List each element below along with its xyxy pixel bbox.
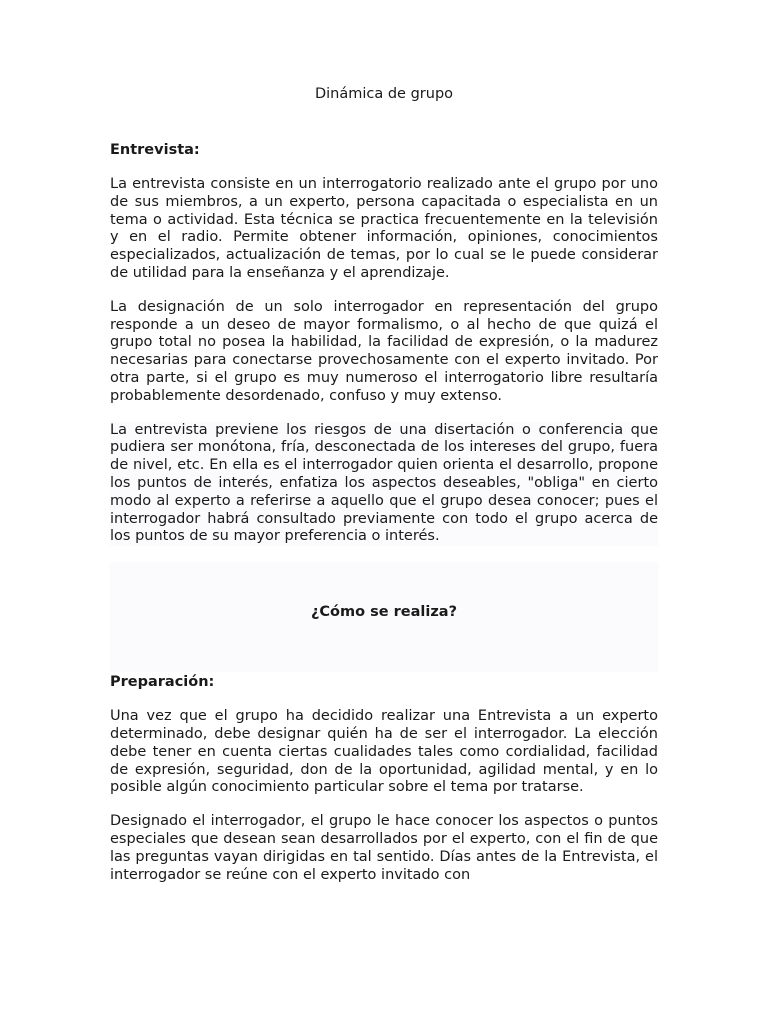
section-heading-entrevista: Entrevista: xyxy=(110,142,200,158)
section-heading-como-se-realiza: ¿Cómo se realiza? xyxy=(110,602,658,672)
paragraph-preparacion-designado: Designado el interrogador, el grupo le hace conocer los aspectos o puntos especiales que desean sean desarrollados por el experto, con el fin de que las preguntas vayan dirigidas en tal sentido. Días antes de la Entrevista, el interrogador se reúne con el experto invitado con xyxy=(110,813,658,883)
document-title: Dinámica de grupo xyxy=(314,86,454,102)
paragraph-entrevista-benefits: La entrevista previene los riesgos de una disertación o conferencia que pudiera ser monótona, fría, desconectada de los intereses del grupo, fuera de nivel, etc. En ella es el interrogador quien orienta el desarrollo, propone los puntos de interés, enfatiza los aspectos deseables, "obliga" en cierto modo al experto a referirse a aquello que el grupo desea conocer; pues el interrogador habrá consultado previamente con todo el grupo acerca de los puntos de su mayor preferencia o interés. xyxy=(110,421,658,545)
paragraph-interrogador-designation: La designación de un solo interrogador en representación del grupo responde a un deseo de mayor formalismo, o al hecho de que quizá el grupo total no posea la habilidad, la facilidad de expresión, o la madurez necesarias para conectarse provechosamente con el experto invitado. Por otra parte, si el grupo es muy numeroso el interrogatorio libre resultaría probablemente desordenado, confuso y muy extenso. xyxy=(110,298,658,404)
paragraph-preparacion-eleccion: Una vez que el grupo ha decidido realizar una Entrevista a un experto determinado, debe designar quién ha de ser el interrogador. La elección debe tener en cuenta ciertas cualidades tales como cordialidad, facilidad de expresión, seguridad, don de la oportunidad, agilidad mental, y en lo posible algún conocimiento particular sobre el tema por tratarse. xyxy=(110,708,658,796)
document-content xyxy=(110,84,658,900)
shaded-spacer xyxy=(110,562,658,602)
paragraph-entrevista-definition: La entrevista consiste en un interrogatorio realizado ante el grupo por uno de sus miembros, a un experto, persona capacitada o especialista en un tema o actividad. Esta técnica se practica frecuentemente en la televisión y en el radio. Permite obtener información, opiniones, conocimientos especializados, actualización de temas, por lo cual se le puede considerar de utilidad para la enseñanza y el aprendizaje. xyxy=(110,176,658,281)
section-heading-preparacion: Preparación: xyxy=(110,674,215,691)
